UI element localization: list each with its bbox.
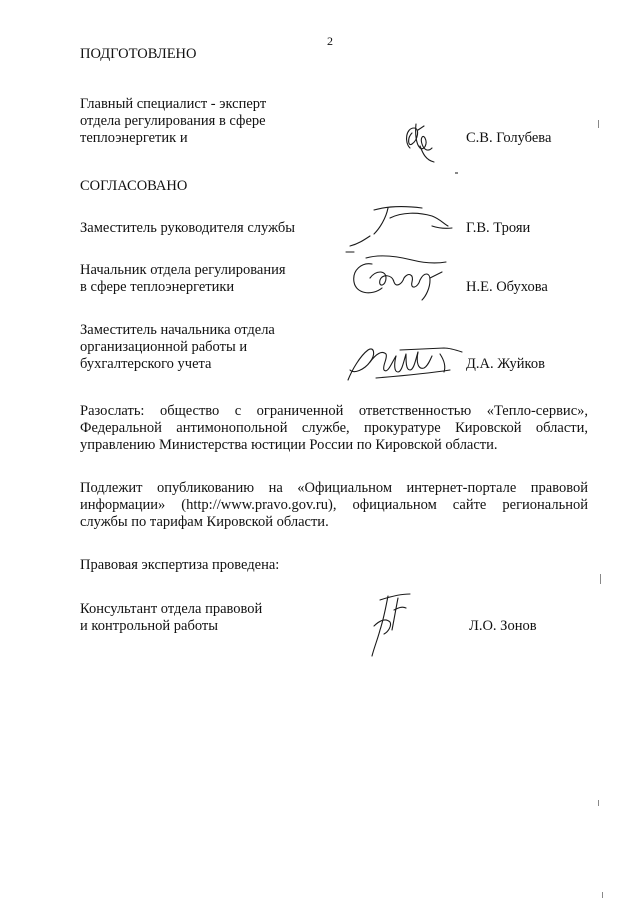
- agreed-heading: СОГЛАСОВАНО: [80, 178, 188, 194]
- signer-name: Г.В. Трояи: [466, 220, 531, 236]
- signer-name: Д.А. Жуйков: [466, 356, 545, 372]
- publication-line: информации» (http://www.pravo.gov.ru), официальном сайте региональной: [80, 497, 588, 513]
- distribution-line: Разослать: общество с ограниченной ответственностью «Тепло-сервис»,: [80, 403, 588, 419]
- page-number: 2: [327, 34, 333, 48]
- distribution-line: Федеральной антимонопольной службе, прокуратуре Кировской области,: [80, 420, 588, 436]
- legal-review-position: Консультант отдела правовой и контрольной работы: [80, 601, 263, 634]
- legal-review-name: Л.О. Зонов: [469, 618, 537, 634]
- publication-line: службы по тарифам Кировской области.: [80, 514, 329, 530]
- signer-position: Заместитель начальника отдела организационной работы и бухгалтерского учета: [80, 322, 275, 372]
- prepared-heading: ПОДГОТОВЛЕНО: [80, 46, 197, 62]
- scan-speck: [598, 800, 599, 806]
- signer-position: Начальник отдела регулирования в сфере теплоэнергетики: [80, 262, 286, 295]
- signer-name: Н.Е. Обухова: [466, 279, 548, 295]
- zhuykov-signature: [340, 340, 468, 386]
- scan-speck: [600, 574, 601, 584]
- scan-speck: [598, 120, 599, 128]
- publication-line: Подлежит опубликованию на «Официальном интернет-портале правовой: [80, 480, 588, 496]
- legal-review-statement: Правовая экспертиза проведена:: [80, 557, 280, 573]
- zonov-signature: [364, 590, 416, 660]
- scan-speck: [455, 172, 458, 174]
- prepared-name: С.В. Голубева: [466, 130, 552, 146]
- obukhova-signature: [346, 248, 454, 304]
- publication-paragraph: [80, 480, 588, 531]
- distribution-paragraph: [80, 403, 588, 454]
- prepared-position: Главный специалист - эксперт отдела регулирования в сфере теплоэнергетик и: [80, 96, 267, 146]
- golubeva-signature: [398, 118, 444, 166]
- scan-speck: [602, 892, 603, 898]
- signer-position: Заместитель руководителя службы: [80, 220, 296, 236]
- distribution-line: управлению Министерства юстиции России по Кировской области.: [80, 437, 498, 453]
